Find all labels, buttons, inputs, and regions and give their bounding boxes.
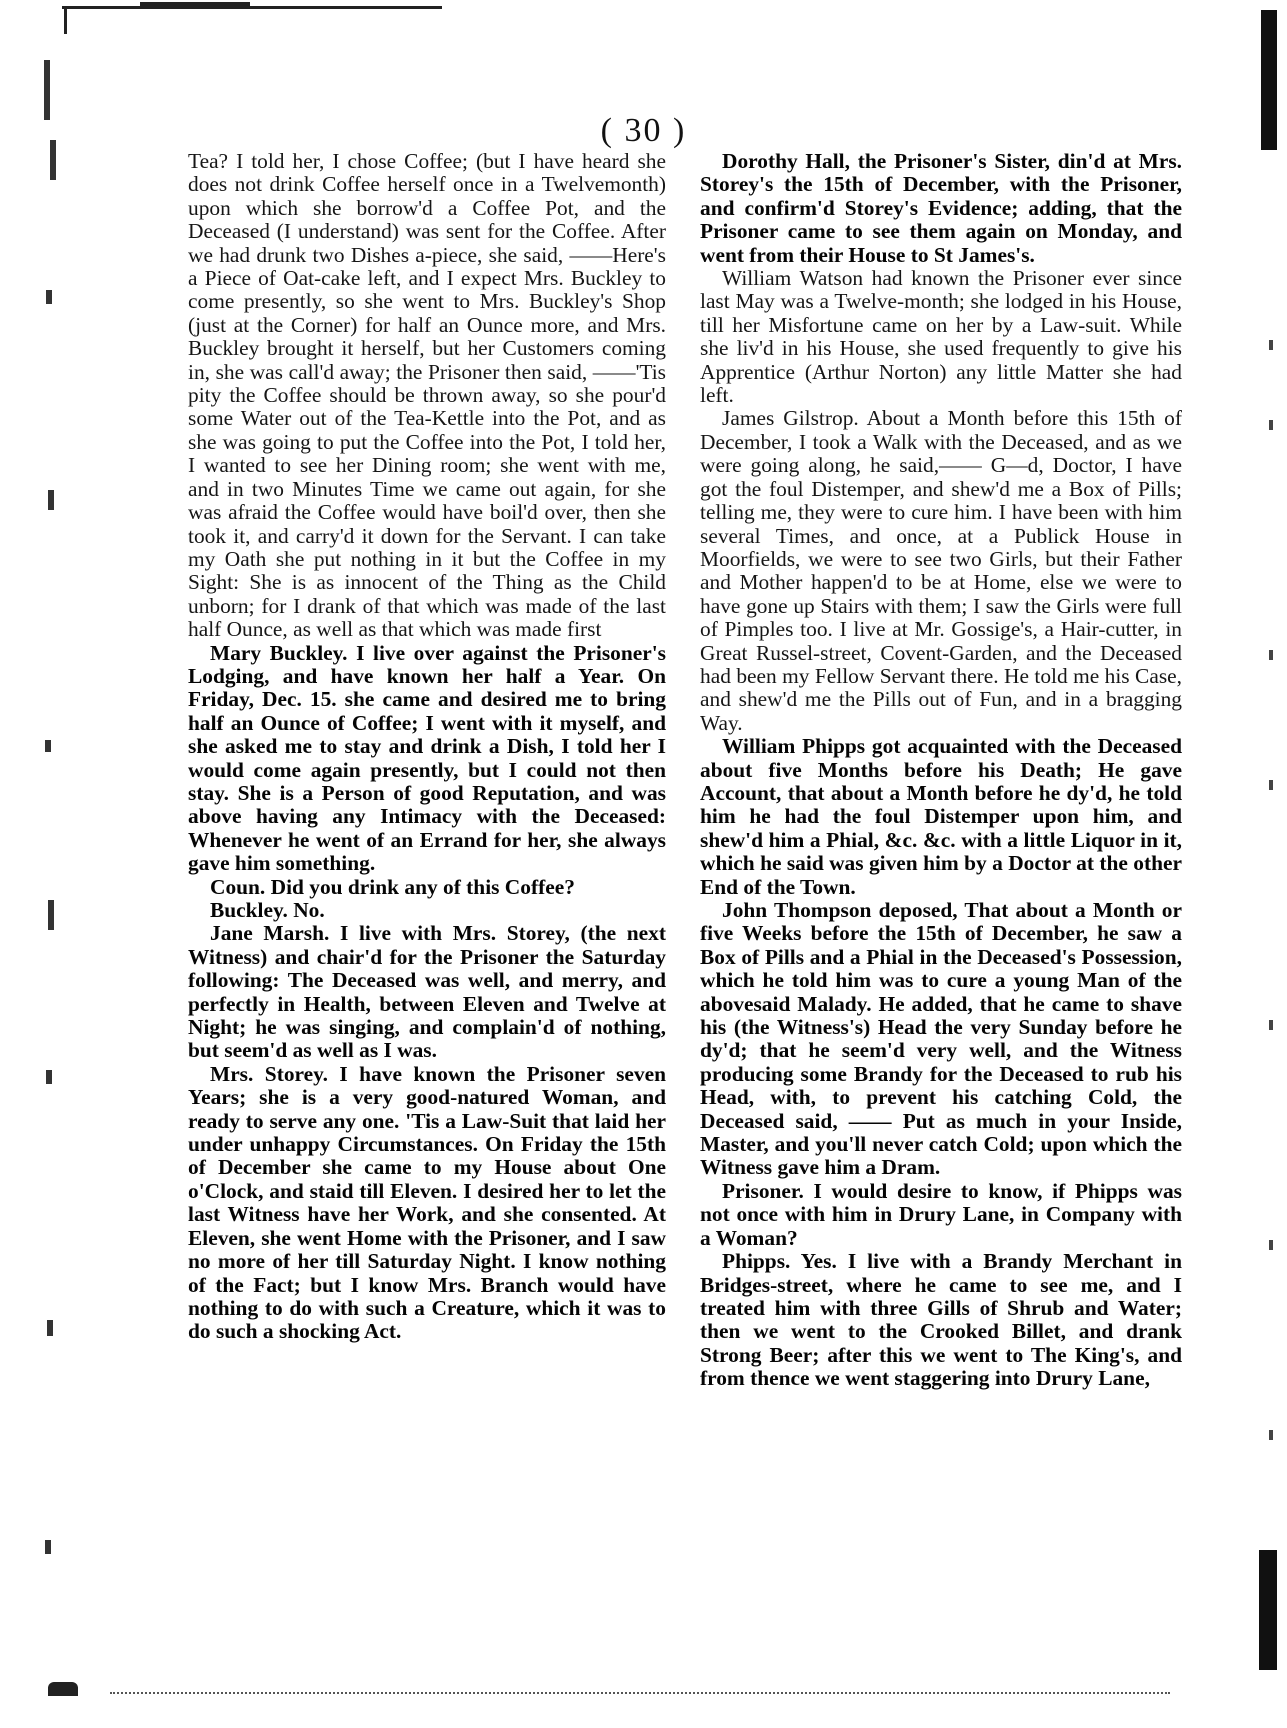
right-column (700, 150, 1182, 1391)
right-paragraph: Dorothy Hall, the Prisoner's Sister, din'd at Mrs. Storey's the 15th of December, with the Prisoner, and confirm'd Storey's Evidence; adding, that the Prisoner came to see them again on Monday, and went from their House to St James's. (700, 149, 1182, 267)
page-number: ( 30 ) (600, 112, 687, 149)
scan-bottom-edge (110, 1692, 1170, 1698)
left-column (188, 150, 666, 1344)
scan-top-rule (62, 6, 442, 9)
left-paragraph: Coun. Did you drink any of this Coffee? (210, 874, 575, 899)
scan-left-edge-artifacts (42, 40, 72, 1690)
scan-right-binding-bottom (1259, 1550, 1277, 1670)
scan-bottom-mark (48, 1682, 78, 1696)
left-paragraph: Mrs. Storey. I have known the Prisoner seven Years; she is a very good-natured Woman, and ready to serve any one. 'Tis a Law-Suit that laid her under unhappy Circumstances. On Friday the 15th of December she came to my House about One o'Clock, and staid till Eleven. I desired her to let the last Witness have her Work, and she consented. At Eleven, she went Home with the Prisoner, and I saw no more of her till Saturday Night. I know nothing of the Fact; but I know Mrs. Branch would have nothing to do with such a Creature, which it was to do such a shocking Act. (188, 1061, 666, 1344)
right-paragraph: William Watson had known the Prisoner ever since last May was a Twelve-month; she lodged in his House, till her Misfortune came on her by a Law-suit. While she liv'd in his House, she used frequently to give his Apprentice (Arthur Norton) any little Matter she had left. (700, 266, 1182, 408)
left-paragraph: Tea? I told her, I chose Coffee; (but I have heard she does not drink Coffee herself once in a Twelvemonth) upon which she borrow'd a Coffee Pot, and the Deceased (I understand) was sent for the Coffee. After we had drunk two Dishes a-piece, she said, ——Here's a Piece of Oat-cake left, and I expect Mrs. Buckley to come presently, so she went to Mrs. Buckley's Shop (just at the Corner) for half an Ounce more, and Mrs. Buckley brought it herself, but her Customers coming in, she was call'd away; the Prisoner then said, ——'Tis pity the Coffee should be thrown away, so she pour'd some Water out of the Tea-Kettle into the Pot, and as she was going to put the Coffee into the Pot, I told her, I wanted to see her Dining room; she went with me, and in two Minutes Time we came out again, for she was afraid the Coffee would have boil'd over, then she took it, and carry'd it down for the Servant. I can take my Oath she put nothing in it but the Coffee in my Sight: She is as innocent of the Thing as the Child unborn; for I drank of that which was made of the last half Ounce, as well as that which was made first (188, 149, 666, 642)
left-paragraph: Buckley. No. (210, 898, 325, 922)
scan-top-smudge (140, 2, 250, 7)
scan-corner-mark (64, 6, 67, 34)
left-paragraph: Mary Buckley. I live over against the Prisoner's Lodging, and have known her half a Year. On Friday, Dec. 15. she came and desired me to bring half an Ounce of Coffee; I went with it myself, and she asked me to stay and drink a Dish, I told her I would come again presently, but I could not then stay. She is a Person of good Reputation, and was above having any Intimacy with the Deceased: Whenever he went of an Errand for her, she always gave him something. (188, 640, 666, 876)
right-paragraph: James Gilstrop. About a Month before this 15th of December, I took a Walk with the Deceased, and as we were going along, he said,—— G—d, Doctor, I have got the foul Distemper, and shew'd me a Box of Pills; telling me, they were to cure him. I have been with him several Times, and once, at a Publick House in Moorfields, we were to see two Girls, but their Father and Mother happen'd to be at Home, else we were to have gone up Stairs with them; I saw the Girls were full of Pimples too. I live at Mr. Gossige's, a Hair-cutter, in Great Russel-street, Covent-Garden, and the Deceased had been my Fellow Servant there. He told me his Case, and shew'd me the Pills out of Fun, and in a bragging Way. (700, 406, 1182, 735)
right-paragraph: Phipps. Yes. I live with a Brandy Merchant in Bridges-street, where he came to see me, and I treated him with three Gills of Shrub and Water; then we went to the Crooked Billet, and drank Strong Beer; after this we went to The King's, and from thence we went staggering into Drury Lane, (700, 1249, 1182, 1391)
right-paragraph: Prisoner. I would desire to know, if Phipps was not once with him in Drury Lane, in Company with a Woman? (700, 1178, 1182, 1250)
right-paragraph: William Phipps got acquainted with the Deceased about five Months before his Death; He gave Account, that about a Month before he dy'd, he told him he had the foul Distemper upon him, and shew'd him a Phial, &c. &c. with a little Liquor in it, which he said was given him by a Doctor at the other End of the Town. (700, 734, 1182, 899)
left-paragraph: Jane Marsh. I live with Mrs. Storey, (the next Witness) and chair'd for the Prisoner the Saturday following: The Deceased was well, and merry, and perfectly in Health, between Eleven and Twelve at Night; he was singing, and complain'd of nothing, but seem'd as well as I was. (188, 921, 666, 1063)
right-paragraph: John Thompson deposed, That about a Month or five Weeks before the 15th of December, he saw a Box of Pills and a Phial in the Deceased's Possession, which he told him was to cure a young Man of the abovesaid Malady. He added, that he came to shave his (the Witness's) Head the very Sunday before he dy'd; that he seem'd very well, and the Witness producing some Brandy for the Deceased to rub his Head, with, to prevent his catching Cold, the Deceased said, —— Put as much in your Inside, Master, and you'll never catch Cold; upon which the Witness gave him a Dram. (700, 898, 1182, 1180)
